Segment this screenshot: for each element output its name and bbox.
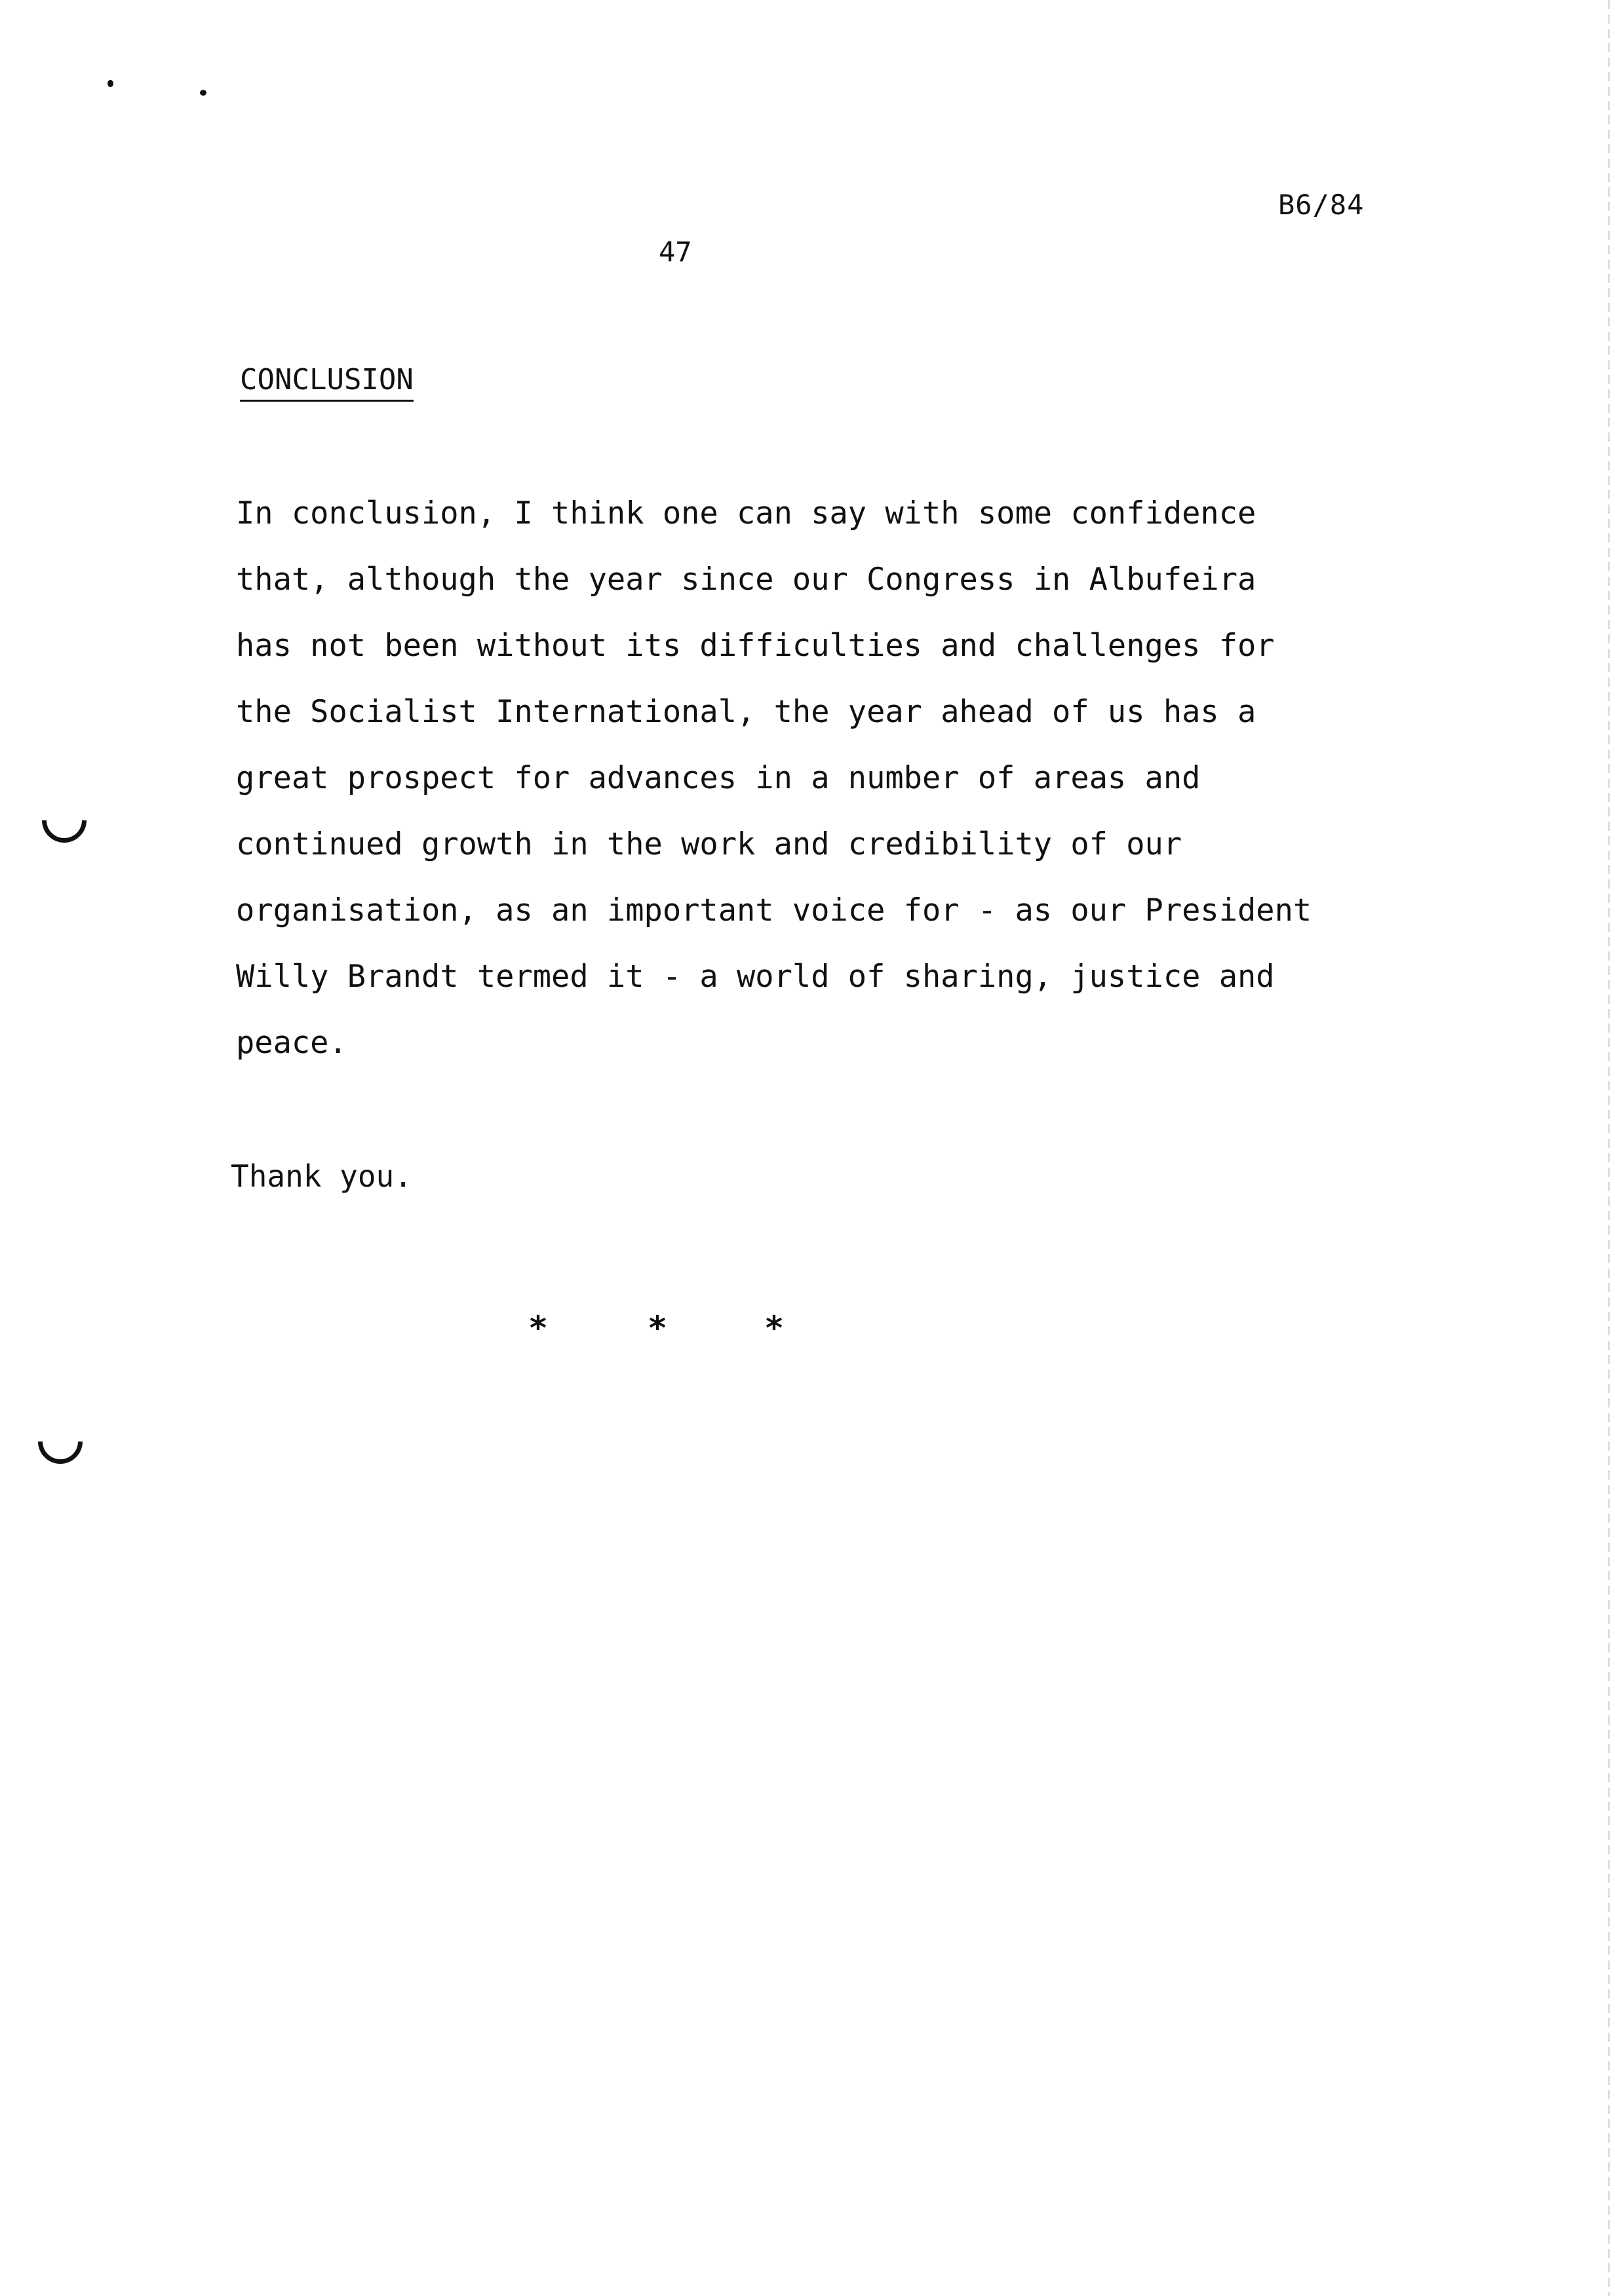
body-paragraph xyxy=(236,494,1416,1090)
reference-number: B6/84 xyxy=(1278,189,1365,221)
section-heading: CONCLUSION xyxy=(240,364,414,402)
separator-asterisk: * xyxy=(648,1309,668,1347)
scan-edge-shadow xyxy=(1608,0,1610,2296)
page-number: 47 xyxy=(659,236,692,268)
separator-asterisk: * xyxy=(528,1309,549,1347)
body-line: Willy Brandt termed it - a world of sharing, justice and xyxy=(236,959,1275,995)
body-line: continued growth in the work and credibility of our xyxy=(236,826,1182,862)
scan-speck xyxy=(200,90,206,96)
body-line: organisation, as an important voice for - as our President xyxy=(236,892,1312,928)
closing-line: Thank you. xyxy=(231,1158,412,1194)
body-line: that, although the year since our Congress in Albufeira xyxy=(236,562,1256,598)
punch-hole-mark xyxy=(29,1410,92,1473)
scan-speck xyxy=(107,80,113,87)
body-line: great prospect for advances in a number of areas and xyxy=(236,760,1201,796)
body-line: peace. xyxy=(236,1025,347,1061)
body-line: the Socialist International, the year ahead of us has a xyxy=(236,694,1256,730)
punch-hole-mark xyxy=(33,789,96,852)
separator-asterisk: * xyxy=(764,1309,785,1347)
body-line: In conclusion, I think one can say with some confidence xyxy=(236,495,1256,531)
body-line: has not been without its difficulties and challenges for xyxy=(236,628,1275,664)
